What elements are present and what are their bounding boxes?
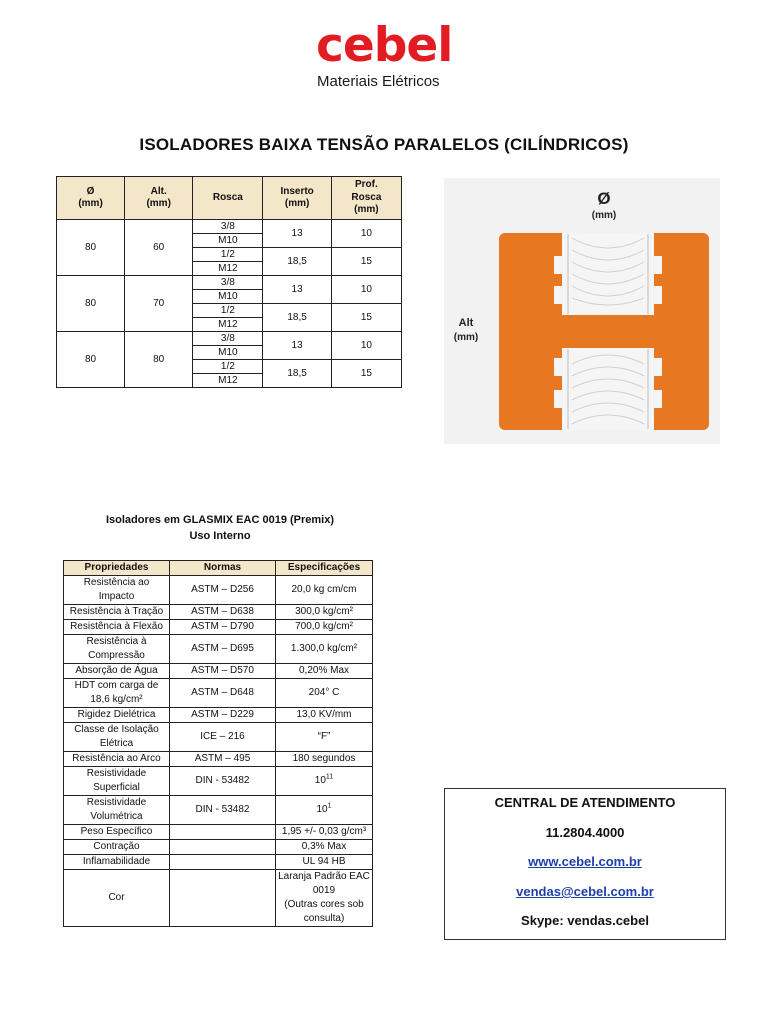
spec-base: 10 — [316, 804, 328, 815]
cell-standard — [170, 855, 276, 870]
insulator-dimensions-table — [56, 176, 402, 388]
cell-property: Resistência à Tração — [64, 605, 170, 620]
spec-line: 1.300,0 kg/cm² — [290, 643, 358, 654]
cell-specification — [276, 870, 373, 927]
cell-insert: 18,5 — [263, 304, 331, 332]
cell-insert: 18,5 — [263, 360, 331, 388]
cell-thread-depth: 15 — [331, 248, 401, 276]
table-row — [64, 825, 373, 840]
table-row — [64, 752, 373, 767]
cell-property: Cor — [64, 870, 170, 927]
cell-thread: 3/8 — [193, 276, 263, 290]
cell-standard: ASTM – D790 — [170, 620, 276, 635]
height-unit: (mm) — [453, 332, 479, 343]
table-row — [64, 620, 373, 635]
cell-property: Contração — [64, 840, 170, 855]
header-diameter: Ø (mm) — [57, 177, 125, 220]
spec-line: “F” — [317, 731, 331, 742]
cell-specification — [276, 767, 373, 796]
spec-exponent: 1 — [327, 802, 332, 810]
cell-property: Resistência ao Arco — [64, 752, 170, 767]
cell-thread: 1/2 — [193, 360, 263, 374]
cell-standard — [170, 825, 276, 840]
email-link[interactable]: vendas@cebel.com.br — [516, 884, 654, 899]
cell-specification — [276, 635, 373, 664]
cell-property: Absorção de Água — [64, 664, 170, 679]
header-insert: Inserto (mm) — [263, 177, 331, 220]
spec-line: 20,0 kg cm/cm — [291, 584, 357, 595]
spec-line: 300,0 kg/cm² — [295, 606, 353, 617]
table-row — [64, 767, 373, 796]
table-row — [64, 870, 373, 927]
cell-thread: M12 — [193, 318, 263, 332]
cell-property: HDT com carga de 18,6 kg/cm² — [64, 679, 170, 708]
table-row — [57, 332, 402, 346]
cell-property: Peso Específico — [64, 825, 170, 840]
cell-property: Rigidez Dielétrica — [64, 708, 170, 723]
cell-property: Resistência à Flexão — [64, 620, 170, 635]
cell-thread: M12 — [193, 262, 263, 276]
cell-specification — [276, 752, 373, 767]
cell-diameter: 80 — [57, 276, 125, 332]
logo-wordmark: cebel — [316, 18, 453, 73]
header-height: Alt. (mm) — [125, 177, 193, 220]
contact-phone: 11.2804.4000 — [545, 825, 625, 840]
table-row — [64, 855, 373, 870]
cell-thread: 3/8 — [193, 220, 263, 234]
cell-height: 80 — [125, 332, 193, 388]
cell-thread: M10 — [193, 346, 263, 360]
cell-standard: ASTM – D648 — [170, 679, 276, 708]
cell-thread: 3/8 — [193, 332, 263, 346]
cell-standard: DIN - 53482 — [170, 796, 276, 825]
contact-skype: Skype: vendas.cebel — [521, 913, 649, 928]
header-thread: Rosca — [193, 177, 263, 220]
cell-thread-depth: 10 — [331, 276, 401, 304]
bottom-insert — [554, 348, 662, 430]
cell-thread: M10 — [193, 234, 263, 248]
table-header-row — [57, 177, 402, 220]
website-link[interactable]: www.cebel.com.br — [528, 854, 642, 869]
spec-line: 0,3% Max — [301, 841, 347, 852]
table-row — [64, 679, 373, 708]
cell-specification — [276, 840, 373, 855]
cell-property: Resistência à Compressão — [64, 635, 170, 664]
spec-line: UL 94 HB — [302, 856, 346, 867]
insulator-diagram — [444, 178, 720, 444]
table-row — [64, 840, 373, 855]
cell-standard: ASTM – 495 — [170, 752, 276, 767]
spec-line: 1,95 +/- 0,03 g/cm³ — [281, 826, 367, 837]
cell-thread-depth: 15 — [331, 304, 401, 332]
cell-standard — [170, 870, 276, 927]
cell-specification — [276, 605, 373, 620]
table-row — [64, 576, 373, 605]
table-row — [64, 664, 373, 679]
cell-diameter: 80 — [57, 220, 125, 276]
cell-specification — [276, 825, 373, 840]
cell-specification — [276, 679, 373, 708]
spec-line: 180 segundos — [292, 753, 356, 764]
cell-thread-depth: 10 — [331, 332, 401, 360]
cell-standard: DIN - 53482 — [170, 767, 276, 796]
cell-property: Resistividade Superficial — [64, 767, 170, 796]
cell-thread: 1/2 — [193, 304, 263, 318]
table-row — [57, 220, 402, 234]
logo-tagline: Materiais Elétricos — [317, 73, 440, 90]
cell-property: Resistência ao Impacto — [64, 576, 170, 605]
cell-standard: ASTM – D229 — [170, 708, 276, 723]
cell-standard: ICE – 216 — [170, 723, 276, 752]
cell-standard: ASTM – D638 — [170, 605, 276, 620]
cell-specification — [276, 576, 373, 605]
header-properties: Propriedades — [64, 561, 170, 576]
table-row — [64, 723, 373, 752]
table-row — [64, 796, 373, 825]
cell-insert: 13 — [263, 220, 331, 248]
insulator-cross-section-figure — [444, 178, 720, 444]
spec-exponent: 11 — [325, 773, 334, 781]
cell-property: Resistividade Volumétrica — [64, 796, 170, 825]
cell-specification — [276, 796, 373, 825]
header-thread-depth: Prof. Rosca (mm) — [331, 177, 401, 220]
cell-standard: ASTM – D256 — [170, 576, 276, 605]
material-title-line1: Isoladores em GLASMIX EAC 0019 (Premix) — [105, 514, 335, 526]
table-row — [64, 635, 373, 664]
header-standards: Normas — [170, 561, 276, 576]
header-specifications: Especificações — [276, 561, 373, 576]
spec-line-2: (Outras cores sob consulta) — [284, 899, 364, 924]
cell-property: Inflamabilidade — [64, 855, 170, 870]
spec-line: 700,0 kg/cm² — [295, 621, 353, 632]
cell-thread: M10 — [193, 290, 263, 304]
diameter-label: Ø — [597, 189, 611, 208]
cell-property: Classe de Isolação Elétrica — [64, 723, 170, 752]
table-row — [64, 708, 373, 723]
page-title: ISOLADORES BAIXA TENSÃO PARALELOS (CILÍNDRICOS) — [139, 135, 629, 154]
cell-insert: 13 — [263, 276, 331, 304]
material-properties-table — [63, 560, 373, 927]
cell-specification — [276, 723, 373, 752]
cell-specification — [276, 855, 373, 870]
cell-insert: 13 — [263, 332, 331, 360]
cell-diameter: 80 — [57, 332, 125, 388]
table-row — [57, 276, 402, 290]
table-header-row — [64, 561, 373, 576]
cell-thread: 1/2 — [193, 248, 263, 262]
spec-line: 204° C — [308, 687, 340, 698]
cell-height: 60 — [125, 220, 193, 276]
cebel-logo — [316, 18, 476, 92]
material-title-line2: Uso Interno — [189, 530, 251, 542]
contact-title: CENTRAL DE ATENDIMENTO — [494, 795, 676, 810]
contact-box — [444, 788, 726, 940]
cell-standard — [170, 840, 276, 855]
cell-insert: 18,5 — [263, 248, 331, 276]
cell-thread: M12 — [193, 374, 263, 388]
cell-specification — [276, 708, 373, 723]
cell-thread-depth: 10 — [331, 220, 401, 248]
cell-standard: ASTM – D695 — [170, 635, 276, 664]
spec-base: 10 — [314, 775, 326, 786]
cell-specification — [276, 620, 373, 635]
spec-line: 13,0 KV/mm — [296, 709, 352, 720]
top-insert — [554, 233, 662, 315]
cell-specification — [276, 664, 373, 679]
cell-height: 70 — [125, 276, 193, 332]
spec-line: 0,20% Max — [298, 665, 350, 676]
cell-standard: ASTM – D570 — [170, 664, 276, 679]
table-row — [64, 605, 373, 620]
material-section-title — [64, 512, 376, 544]
spec-line: Laranja Padrão EAC 0019 — [278, 871, 370, 896]
height-label: Alt — [458, 317, 474, 329]
cell-thread-depth: 15 — [331, 360, 401, 388]
diameter-unit: (mm) — [591, 210, 617, 221]
